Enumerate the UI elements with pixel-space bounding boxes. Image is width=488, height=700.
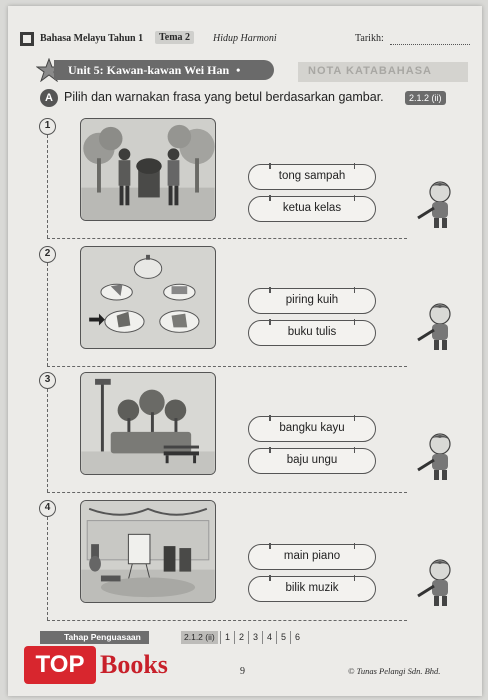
question-4 (8, 496, 482, 616)
instruction-text: Pilih dan warnakan frasa yang betul berdasarkan gambar. (64, 90, 384, 104)
connector-line (47, 384, 48, 492)
level-box[interactable]: 3 (248, 631, 262, 644)
copyright-text: © Tunas Pelangi Sdn. Bhd. (348, 666, 441, 676)
connector-line (47, 238, 407, 239)
tema-badge: Tema 2 (155, 31, 194, 44)
connector-line (47, 366, 407, 367)
date-field[interactable] (390, 44, 470, 45)
connector-line (47, 258, 48, 366)
park-bench-picture (80, 372, 216, 475)
music-room-picture (80, 500, 216, 603)
topbooks-watermark (16, 642, 186, 690)
option-2a[interactable]: piring kuih (248, 288, 376, 314)
option-1a[interactable]: tong sampah (248, 164, 376, 190)
boy-colouring-icon (414, 556, 458, 608)
unit-banner (54, 60, 274, 80)
question-number: 1 (39, 118, 56, 135)
subject-title: Bahasa Melayu Tahun 1 (40, 33, 144, 44)
connector-line (47, 492, 407, 493)
question-number: 4 (39, 500, 56, 517)
option-2b[interactable]: buku tulis (248, 320, 376, 346)
watermark-books: Books (100, 650, 168, 679)
question-2 (8, 242, 482, 362)
worksheet-page (8, 6, 482, 696)
option-3a[interactable]: bangku kayu (248, 416, 376, 442)
option-1b[interactable]: ketua kelas (248, 196, 376, 222)
option-4b[interactable]: bilik muzik (248, 576, 376, 602)
boy-colouring-icon (414, 430, 458, 482)
level-box[interactable]: 2 (234, 631, 248, 644)
level-box[interactable]: 1 (220, 631, 234, 644)
option-3b[interactable]: baju ungu (248, 448, 376, 474)
watermark-top: TOP (24, 646, 96, 684)
question-1 (8, 114, 482, 234)
boy-colouring-icon (414, 178, 458, 230)
skill-code-tag: 2.1.2 (ii) (405, 91, 446, 105)
side-banner: NOTA KATABAHASA (298, 62, 468, 82)
theme-name: Hidup Harmoni (213, 33, 277, 44)
mastery-label: Tahap Penguasaan (40, 631, 149, 644)
publisher-logo-icon (20, 32, 34, 46)
level-box[interactable]: 4 (262, 631, 276, 644)
date-label: Tarikh: (355, 33, 384, 44)
question-3 (8, 368, 482, 488)
unit-bullet: • (236, 63, 241, 77)
mastery-code: 2.1.2 (ii) (181, 631, 218, 644)
level-box[interactable]: 5 (276, 631, 290, 644)
boy-colouring-icon (414, 300, 458, 352)
park-cleaning-picture (80, 118, 216, 221)
connector-line (47, 512, 48, 620)
connector-line (47, 620, 407, 621)
question-number: 3 (39, 372, 56, 389)
section-letter-badge: A (40, 89, 58, 107)
page-number: 9 (240, 666, 245, 677)
page-header (20, 30, 470, 50)
connector-line (47, 130, 48, 238)
unit-title: Unit 5: Kawan-kawan Wei Han (68, 63, 230, 77)
option-4a[interactable]: main piano (248, 544, 376, 570)
question-number: 2 (39, 246, 56, 263)
level-box[interactable]: 6 (290, 631, 304, 644)
kuih-plate-picture (80, 246, 216, 349)
